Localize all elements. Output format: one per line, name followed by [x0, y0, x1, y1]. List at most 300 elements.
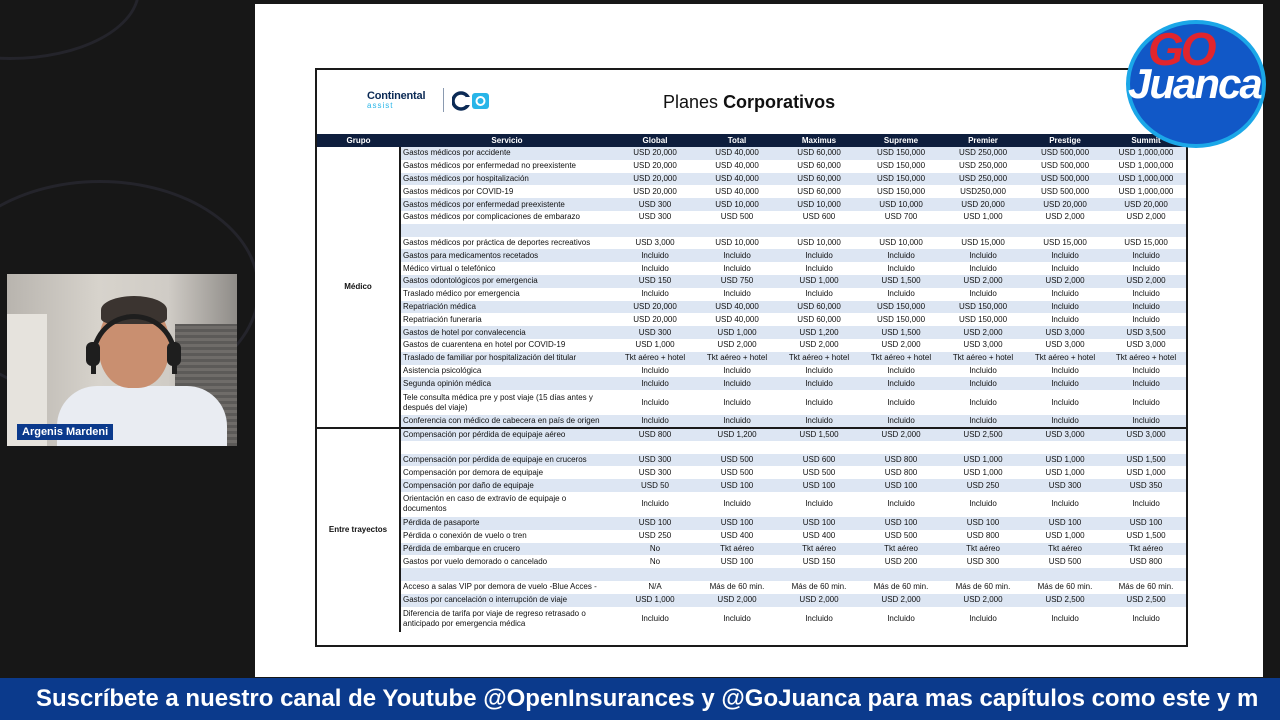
value-cell: USD 2,500 [1024, 594, 1106, 607]
value-cell: USD 2,000 [778, 594, 860, 607]
service-cell: Segunda opinión médica [400, 377, 614, 390]
table-row [317, 160, 1186, 173]
table-row [317, 594, 1186, 607]
value-cell: Incluido [887, 263, 915, 273]
table-row [317, 198, 1186, 211]
value-cell: USD 3,000 [1045, 340, 1085, 350]
value-cell: USD 100 [942, 517, 1024, 530]
service-cell: Pérdida de pasaporte [400, 517, 614, 530]
value-cell: Tkt aéreo + hotel [614, 352, 696, 365]
table-row [317, 275, 1186, 288]
value-cell: USD 1,500 [1106, 454, 1186, 467]
service-cell: Compensación por demora de equipaje [403, 467, 544, 477]
value-cell: Tkt aéreo + hotel [1024, 352, 1106, 365]
value-cell: USD 3,000 [1024, 326, 1106, 339]
value-cell: Incluido [1132, 499, 1160, 509]
value-cell: Tkt aéreo [696, 543, 778, 556]
value-cell: Incluido [1132, 314, 1160, 324]
value-cell [860, 224, 942, 237]
value-cell: Incluido [778, 249, 860, 262]
value-cell: USD 150,000 [860, 147, 942, 160]
value-cell: Incluido [1024, 301, 1106, 314]
value-cell: Incluido [942, 249, 1024, 262]
service-cell: Gastos de hotel por convalecencia [400, 326, 614, 339]
service-cell: Compensación por daño de equipaje [400, 479, 614, 492]
value-cell: USD 150,000 [876, 161, 926, 171]
value-cell: USD 1,000 [963, 212, 1003, 222]
value-cell: Incluido [1132, 614, 1160, 623]
value-cell: USD 500 [696, 454, 778, 467]
logo-divider [443, 88, 444, 112]
column-header: Servicio [400, 134, 614, 147]
value-cell: USD 3,000 [635, 237, 675, 247]
value-cell: USD 60,000 [778, 301, 860, 314]
value-cell: USD 800 [860, 454, 942, 467]
value-cell: Incluido [969, 614, 997, 623]
value-cell: USD 20,000 [614, 147, 696, 160]
service-cell: Gastos médicos por enfermedad preexistente [400, 198, 614, 211]
gojuanca-logo [1126, 20, 1266, 148]
value-cell: USD 1,000,000 [1118, 186, 1174, 196]
table-row [317, 492, 1186, 517]
table-row [317, 339, 1186, 352]
value-cell: Más de 60 min. [1037, 582, 1093, 592]
value-cell: USD 40,000 [696, 301, 778, 314]
value-cell: USD 300 [614, 198, 696, 211]
value-cell: USD 1,200 [696, 428, 778, 441]
service-cell: Traslado de familiar por hospitalización del titular [400, 352, 614, 365]
value-cell: USD 40,000 [696, 173, 778, 186]
value-cell: Más de 60 min. [709, 582, 765, 592]
table-row [317, 237, 1186, 250]
value-cell: Incluido [1132, 289, 1160, 299]
column-header: Global [614, 134, 696, 147]
value-cell: USD 1,000 [778, 275, 860, 288]
value-cell: USD 2,500 [942, 428, 1024, 441]
value-cell: Incluido [1132, 365, 1160, 375]
value-cell: Incluido [1051, 263, 1079, 273]
table-header-row [317, 134, 1186, 147]
ca-logo-icon [452, 91, 490, 111]
value-cell: Incluido [1106, 301, 1186, 314]
value-cell: USD 100 [696, 479, 778, 492]
value-cell: USD 50 [614, 479, 696, 492]
value-cell: Incluido [969, 289, 997, 299]
value-cell [1024, 224, 1106, 237]
value-cell [696, 224, 778, 237]
value-cell [696, 568, 778, 581]
value-cell: USD 150,000 [860, 173, 942, 186]
value-cell: USD 500,000 [1040, 186, 1090, 196]
value-cell: Más de 60 min. [791, 582, 847, 592]
value-cell: USD 350 [1106, 479, 1186, 492]
value-cell [1024, 441, 1106, 454]
value-cell: USD 2,000 [696, 594, 778, 607]
table-row [317, 249, 1186, 262]
column-header: Maximus [778, 134, 860, 147]
value-cell: Incluido [614, 377, 696, 390]
value-cell: Incluido [614, 249, 696, 262]
value-cell: USD 400 [802, 531, 836, 541]
value-cell: USD 500,000 [1024, 147, 1106, 160]
value-cell: Incluido [805, 614, 833, 623]
participant-name-label: Argenis Mardeni [17, 424, 113, 440]
value-cell: USD 100 [614, 517, 696, 530]
logo-line-1: Continental [367, 90, 426, 102]
value-cell [860, 568, 942, 581]
table-row [317, 555, 1186, 568]
value-cell [1106, 568, 1186, 581]
value-cell [778, 441, 860, 454]
service-cell [400, 441, 614, 454]
service-cell: Gastos por vuelo demorado o cancelado [403, 556, 548, 566]
value-cell: USD 2,000 [881, 340, 921, 350]
column-header: Supreme [860, 134, 942, 147]
value-cell: N/A [648, 582, 662, 592]
value-cell: USD 10,000 [696, 198, 778, 211]
value-cell: USD 15,000 [1043, 237, 1087, 247]
table-row [317, 313, 1186, 326]
table-row [317, 185, 1186, 198]
value-cell: Incluido [1132, 263, 1160, 273]
logo-line-2: assist [367, 101, 394, 110]
value-cell [942, 441, 1024, 454]
value-cell: Incluido [778, 377, 860, 390]
table-row [317, 301, 1186, 314]
value-cell [1106, 224, 1186, 237]
value-cell: Incluido [1106, 377, 1186, 390]
logo-go-text: GO [1148, 23, 1214, 75]
value-cell: USD 40,000 [715, 186, 759, 196]
value-cell: Incluido [805, 365, 833, 375]
value-cell: Tkt aéreo + hotel [942, 352, 1024, 365]
value-cell: USD 60,000 [797, 186, 841, 196]
value-cell [1106, 441, 1186, 454]
value-cell: USD 150,000 [958, 314, 1008, 324]
value-cell: USD 2,000 [942, 326, 1024, 339]
value-cell: USD 200 [884, 556, 918, 566]
value-cell: Incluido [887, 289, 915, 299]
value-cell: USD250,000 [960, 186, 1006, 196]
value-cell: USD 250 [638, 531, 672, 541]
table-row [317, 428, 1186, 441]
value-cell: USD 600 [778, 454, 860, 467]
value-cell: USD 500 [884, 531, 918, 541]
service-cell [400, 568, 614, 581]
value-cell: USD 20,000 [1106, 198, 1186, 211]
value-cell: USD 15,000 [961, 237, 1005, 247]
value-cell: USD 2,000 [860, 594, 942, 607]
value-cell: Tkt aéreo [1106, 543, 1186, 556]
value-cell: Incluido [778, 415, 860, 428]
value-cell: USD 250,000 [942, 173, 1024, 186]
value-cell: Incluido [696, 377, 778, 390]
value-cell: USD 100 [778, 479, 860, 492]
value-cell: USD 20,000 [633, 314, 677, 324]
document-header [317, 70, 1186, 132]
value-cell: USD 250,000 [958, 161, 1008, 171]
value-cell: Incluido [641, 263, 669, 273]
value-cell: USD 800 [614, 428, 696, 441]
value-cell: USD 1,000,000 [1106, 147, 1186, 160]
service-cell: Gastos médicos por complicaciones de embarazo [403, 212, 580, 222]
table-row [317, 262, 1186, 275]
table-row [317, 543, 1186, 556]
value-cell: USD 150,000 [942, 301, 1024, 314]
value-cell: USD 1,000 [696, 326, 778, 339]
value-cell: Incluido [723, 614, 751, 623]
value-cell: USD 1,500 [778, 428, 860, 441]
table-row [317, 415, 1186, 428]
value-cell: Incluido [887, 365, 915, 375]
service-cell: Gastos médicos por COVID-19 [403, 186, 514, 196]
value-cell: USD 300 [638, 212, 672, 222]
service-cell: Gastos médicos por enfermedad no preexistente [403, 161, 576, 171]
value-cell: USD 700 [884, 212, 918, 222]
value-cell: USD 2,500 [1106, 594, 1186, 607]
value-cell: USD 1,000 [1024, 454, 1106, 467]
column-header: Total [696, 134, 778, 147]
table-row [317, 352, 1186, 365]
table-row [317, 581, 1186, 594]
value-cell: Incluido [641, 614, 669, 623]
value-cell: USD 10,000 [797, 237, 841, 247]
value-cell: Incluido [723, 499, 751, 509]
value-cell: USD 300 [614, 326, 696, 339]
value-cell: USD 60,000 [778, 173, 860, 186]
value-cell: USD 750 [696, 275, 778, 288]
value-cell [860, 441, 942, 454]
value-cell: USD 500 [1048, 556, 1082, 566]
value-cell: USD 1,500 [860, 326, 942, 339]
value-cell [942, 568, 1024, 581]
value-cell: Incluido [887, 397, 915, 407]
value-cell: Tkt aéreo + hotel [696, 352, 778, 365]
value-cell: Más de 60 min. [873, 582, 929, 592]
value-cell: USD 300 [1024, 479, 1106, 492]
value-cell: Tkt aéreo [942, 543, 1024, 556]
value-cell: Incluido [1024, 415, 1106, 428]
value-cell: Incluido [723, 289, 751, 299]
service-cell: Traslado médico por emergencia [403, 289, 520, 299]
service-cell: Orientación en caso de extravío de equipaje o documentos [403, 494, 567, 514]
service-cell: Gastos por cancelación o interrupción de viaje [400, 594, 614, 607]
value-cell: USD 3,500 [1106, 326, 1186, 339]
value-cell: USD 60,000 [778, 147, 860, 160]
value-cell: Incluido [805, 499, 833, 509]
headset-ear-left [86, 342, 100, 366]
value-cell: USD 2,000 [860, 428, 942, 441]
value-cell: USD 1,000 [1126, 467, 1166, 477]
value-cell: USD 100 [860, 517, 942, 530]
value-cell: USD 20,000 [942, 198, 1024, 211]
value-cell: USD 2,000 [942, 594, 1024, 607]
service-cell: Diferencia de tarifa por viaje de regreso retrasado o anticipado por emergencia médica [403, 609, 586, 628]
column-header: Grupo [317, 134, 400, 147]
value-cell: Incluido [805, 289, 833, 299]
value-cell: Tkt aéreo + hotel [1106, 352, 1186, 365]
value-cell: USD 1,500 [1126, 531, 1166, 541]
value-cell: Incluido [723, 365, 751, 375]
value-cell: Incluido [1106, 249, 1186, 262]
value-cell: USD 100 [1106, 517, 1186, 530]
value-cell: Incluido [1024, 377, 1106, 390]
value-cell: USD 20,000 [614, 173, 696, 186]
value-cell: Incluido [860, 249, 942, 262]
value-cell: Tkt aéreo [1024, 543, 1106, 556]
value-cell [614, 224, 696, 237]
value-cell: USD 250,000 [942, 147, 1024, 160]
value-cell: USD 800 [1129, 556, 1163, 566]
value-cell: USD 40,000 [696, 147, 778, 160]
value-cell: Incluido [969, 499, 997, 509]
service-cell: Gastos médicos por accidente [400, 147, 614, 160]
value-cell: USD 40,000 [715, 161, 759, 171]
value-cell: Incluido [696, 415, 778, 428]
service-cell: Gastos para medicamentos recetados [400, 249, 614, 262]
table-row [317, 530, 1186, 543]
table-row [317, 211, 1186, 224]
value-cell: Incluido [887, 614, 915, 623]
value-cell: USD 300 [614, 454, 696, 467]
value-cell: Más de 60 min. [955, 582, 1011, 592]
value-cell: USD 3,000 [1106, 428, 1186, 441]
value-cell: Incluido [942, 415, 1024, 428]
value-cell: USD 3,000 [1024, 428, 1106, 441]
value-cell: USD 1,000 [942, 454, 1024, 467]
value-cell: Incluido [641, 499, 669, 509]
value-cell: USD 400 [720, 531, 754, 541]
value-cell: USD 1,000 [1045, 531, 1085, 541]
service-cell: Tele consulta médica pre y post viaje (15 días antes y después del viaje) [403, 392, 593, 412]
table-row [317, 326, 1186, 339]
ticker-text: Suscríbete a nuestro canal de Youtube @OpenInsurances y @GoJuanca para mas capítulos como este y m [36, 685, 1259, 712]
value-cell: USD 300 [966, 556, 1000, 566]
continental-assist-logo [367, 90, 437, 112]
title-bold: Corporativos [723, 92, 836, 112]
value-cell: Incluido [1051, 614, 1079, 623]
value-cell: USD 2,000 [799, 340, 839, 350]
table-row [317, 147, 1186, 160]
value-cell: USD 10,000 [778, 198, 860, 211]
table-row [317, 479, 1186, 492]
value-cell [778, 224, 860, 237]
service-cell: Conferencia con médico de cabecera en país de origen [400, 415, 614, 428]
table-row [317, 607, 1186, 632]
value-cell: USD 20,000 [1024, 198, 1106, 211]
value-cell: Incluido [969, 263, 997, 273]
value-cell: USD 500 [802, 467, 836, 477]
service-cell: Gastos médicos por práctica de deportes recreativos [403, 237, 591, 247]
value-cell: USD 20,000 [633, 161, 677, 171]
logo-juanca-text: Juanca [1128, 60, 1261, 107]
table-row [317, 377, 1186, 390]
value-cell: USD 500 [720, 212, 754, 222]
value-cell: Incluido [1024, 249, 1106, 262]
value-cell: USD 1,000 [614, 594, 696, 607]
table-row [317, 390, 1186, 415]
value-cell: USD 1,000,000 [1106, 173, 1186, 186]
value-cell: Incluido [723, 397, 751, 407]
value-cell: USD 1,000,000 [1118, 161, 1174, 171]
value-cell [614, 568, 696, 581]
service-cell: Compensación por pérdida de equipaje en cruceros [400, 454, 614, 467]
value-cell: USD 10,000 [860, 198, 942, 211]
participant-video-tile[interactable] [7, 274, 237, 446]
column-header: Premier [942, 134, 1024, 147]
table-row [317, 568, 1186, 581]
plans-table [317, 134, 1186, 632]
value-cell: USD 2,000 [1045, 212, 1085, 222]
service-cell: Gastos odontológicos por emergencia [400, 275, 614, 288]
table-row [317, 466, 1186, 479]
group-cell: Médico [317, 147, 400, 428]
table-row [317, 288, 1186, 301]
headset-ear-right [167, 342, 181, 366]
value-cell: USD 100 [860, 479, 942, 492]
service-cell: Repatriación médica [400, 301, 614, 314]
shared-slide [255, 4, 1263, 677]
table-row [317, 454, 1186, 467]
value-cell: USD 150 [614, 275, 696, 288]
value-cell: USD 1,200 [778, 326, 860, 339]
value-cell: Tkt aéreo + hotel [860, 352, 942, 365]
value-cell: Incluido [696, 249, 778, 262]
value-cell: USD 3,000 [963, 340, 1003, 350]
group-cell: Entre trayectos [317, 428, 400, 632]
value-cell: USD 2,000 [1024, 275, 1106, 288]
value-cell: Tkt aéreo [778, 543, 860, 556]
value-cell: Incluido [723, 263, 751, 273]
value-cell: Incluido [1051, 397, 1079, 407]
value-cell: Incluido [805, 263, 833, 273]
value-cell: USD 500,000 [1040, 161, 1090, 171]
column-header: Prestige [1024, 134, 1106, 147]
value-cell: USD 100 [720, 556, 754, 566]
value-cell: Incluido [641, 365, 669, 375]
background-swirl [0, 0, 140, 60]
table-row [317, 173, 1186, 186]
table-row [317, 224, 1186, 237]
value-cell: Incluido [1051, 314, 1079, 324]
value-cell: Incluido [641, 397, 669, 407]
value-cell [614, 441, 696, 454]
value-cell: USD 1,000 [635, 340, 675, 350]
value-cell: Incluido [969, 397, 997, 407]
value-cell: Incluido [614, 415, 696, 428]
value-cell: USD 150 [802, 556, 836, 566]
value-cell: USD 600 [802, 212, 836, 222]
value-cell: USD 100 [778, 517, 860, 530]
value-cell: USD 300 [638, 467, 672, 477]
value-cell: USD 800 [884, 467, 918, 477]
value-cell: Incluido [969, 365, 997, 375]
value-cell: Incluido [1132, 397, 1160, 407]
service-cell: Gastos médicos por hospitalización [400, 173, 614, 186]
value-cell: Incluido [942, 377, 1024, 390]
value-cell: USD 3,000 [1126, 340, 1166, 350]
value-cell: Incluido [1051, 499, 1079, 509]
value-cell [696, 441, 778, 454]
value-cell: USD 800 [966, 531, 1000, 541]
service-cell: Médico virtual o telefónico [403, 263, 496, 273]
service-cell: Pérdida o conexión de vuelo o tren [403, 531, 527, 541]
subscribe-ticker [0, 678, 1280, 720]
column-header: Summit [1106, 134, 1186, 147]
table-row [317, 441, 1186, 454]
value-cell: Tkt aéreo [860, 543, 942, 556]
value-cell: USD 1,000 [1045, 467, 1085, 477]
